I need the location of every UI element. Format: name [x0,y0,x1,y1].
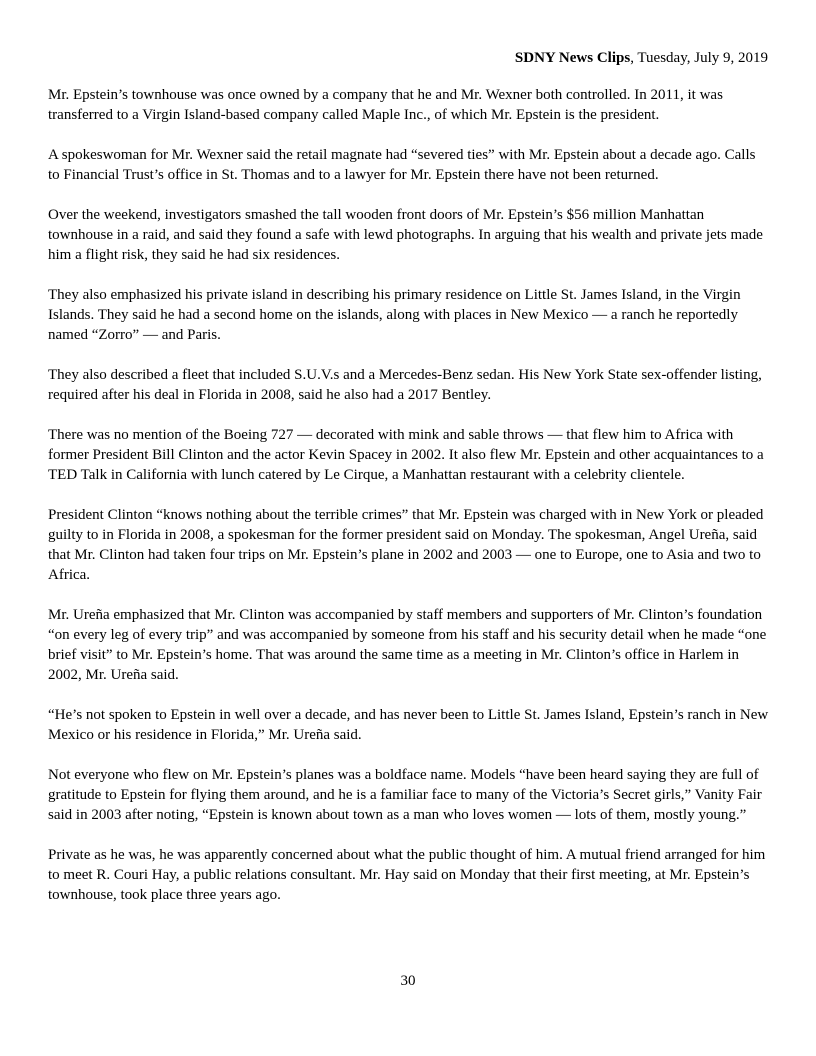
paragraph: Mr. Ureña emphasized that Mr. Clinton was accompanied by staff members and supporters of Mr. Clinton’s foundation “on every leg of every trip” and was accompanied by someone from his staff and his security detail when he made “one brief visit” to Mr. Epstein’s home. That was around the same time as a meeting in Mr. Clinton’s office in Harlem in 2002, Mr. Ureña said. [48,607,767,683]
paragraph: Private as he was, he was apparently concerned about what the public thought of him. A mutual friend arranged for him to meet R. Couri Hay, a public relations consultant. Mr. Hay said on Monday that their first meeting, at Mr. Epstein’s townhouse, took place three years ago. [48,847,766,903]
page-number: 30 [400,973,416,989]
article-body [48,85,770,925]
paragraph: There was no mention of the Boeing 727 — decorated with mink and sable throws — that flew him to Africa with former President Bill Clinton and the actor Kevin Spacey in 2002. It also flew Mr. Epstein and other acquaintances to a TED Talk in California with lunch catered by Le Cirque, a Manhattan restaurant with a celebrity clientele. [48,427,764,483]
paragraph: Not everyone who flew on Mr. Epstein’s planes was a boldface name. Models “have been heard saying they are full of gratitude to Epstein for flying them around, and he is a familiar face to many of the Victoria’s Secret girls,” Vanity Fair said in 2003 after noting, “Epstein is known about town as a man who loves women — lots of them, mostly young.” [48,767,762,823]
paragraph: Over the weekend, investigators smashed the tall wooden front doors of Mr. Epstein’s $56 million Manhattan townhouse in a raid, and said they found a safe with lewd photographs. In arguing that his wealth and private jets made him a flight risk, they said he had six residences. [48,207,763,263]
paragraph: President Clinton “knows nothing about the terrible crimes” that Mr. Epstein was charged with in New York or pleaded guilty to in Florida in 2008, a spokesman for the former president said on Monday. The spokesman, Angel Ureña, said that Mr. Clinton had taken four trips on Mr. Epstein’s plane in 2002 and 2003 — one to Europe, one to Asia and two to Africa. [48,507,764,583]
paragraph: Mr. Epstein’s townhouse was once owned by a company that he and Mr. Wexner both controlled. In 2011, it was transferred to a Virgin Island-based company called Maple Inc., of which Mr. Epstein is the president. [48,87,723,123]
paragraph: “He’s not spoken to Epstein in well over a decade, and has never been to Little St. James Island, Epstein’s ranch in New Mexico or his residence in Florida,” Mr. Ureña said. [48,707,769,743]
publication-name: SDNY News Clips [514,50,631,66]
page-header [515,49,768,68]
paragraph: They also emphasized his private island in describing his primary residence on Little St. James Island, in the Virgin Islands. They said he had a second home on the islands, along with places in New Mexico — a ranch he reportedly named “Zorro” — and Paris. [48,287,741,343]
header-date: , Tuesday, July 9, 2019 [630,50,768,66]
paragraph: A spokeswoman for Mr. Wexner said the retail magnate had “severed ties” with Mr. Epstein about a decade ago. Calls to Financial Trust’s office in St. Thomas and to a lawyer for Mr. Epstein there have not been returned. [48,147,756,183]
paragraph: They also described a fleet that included S.U.V.s and a Mercedes-Benz sedan. His New York State sex-offender listing, required after his deal in Florida in 2008, said he also had a 2017 Bentley. [48,367,762,403]
